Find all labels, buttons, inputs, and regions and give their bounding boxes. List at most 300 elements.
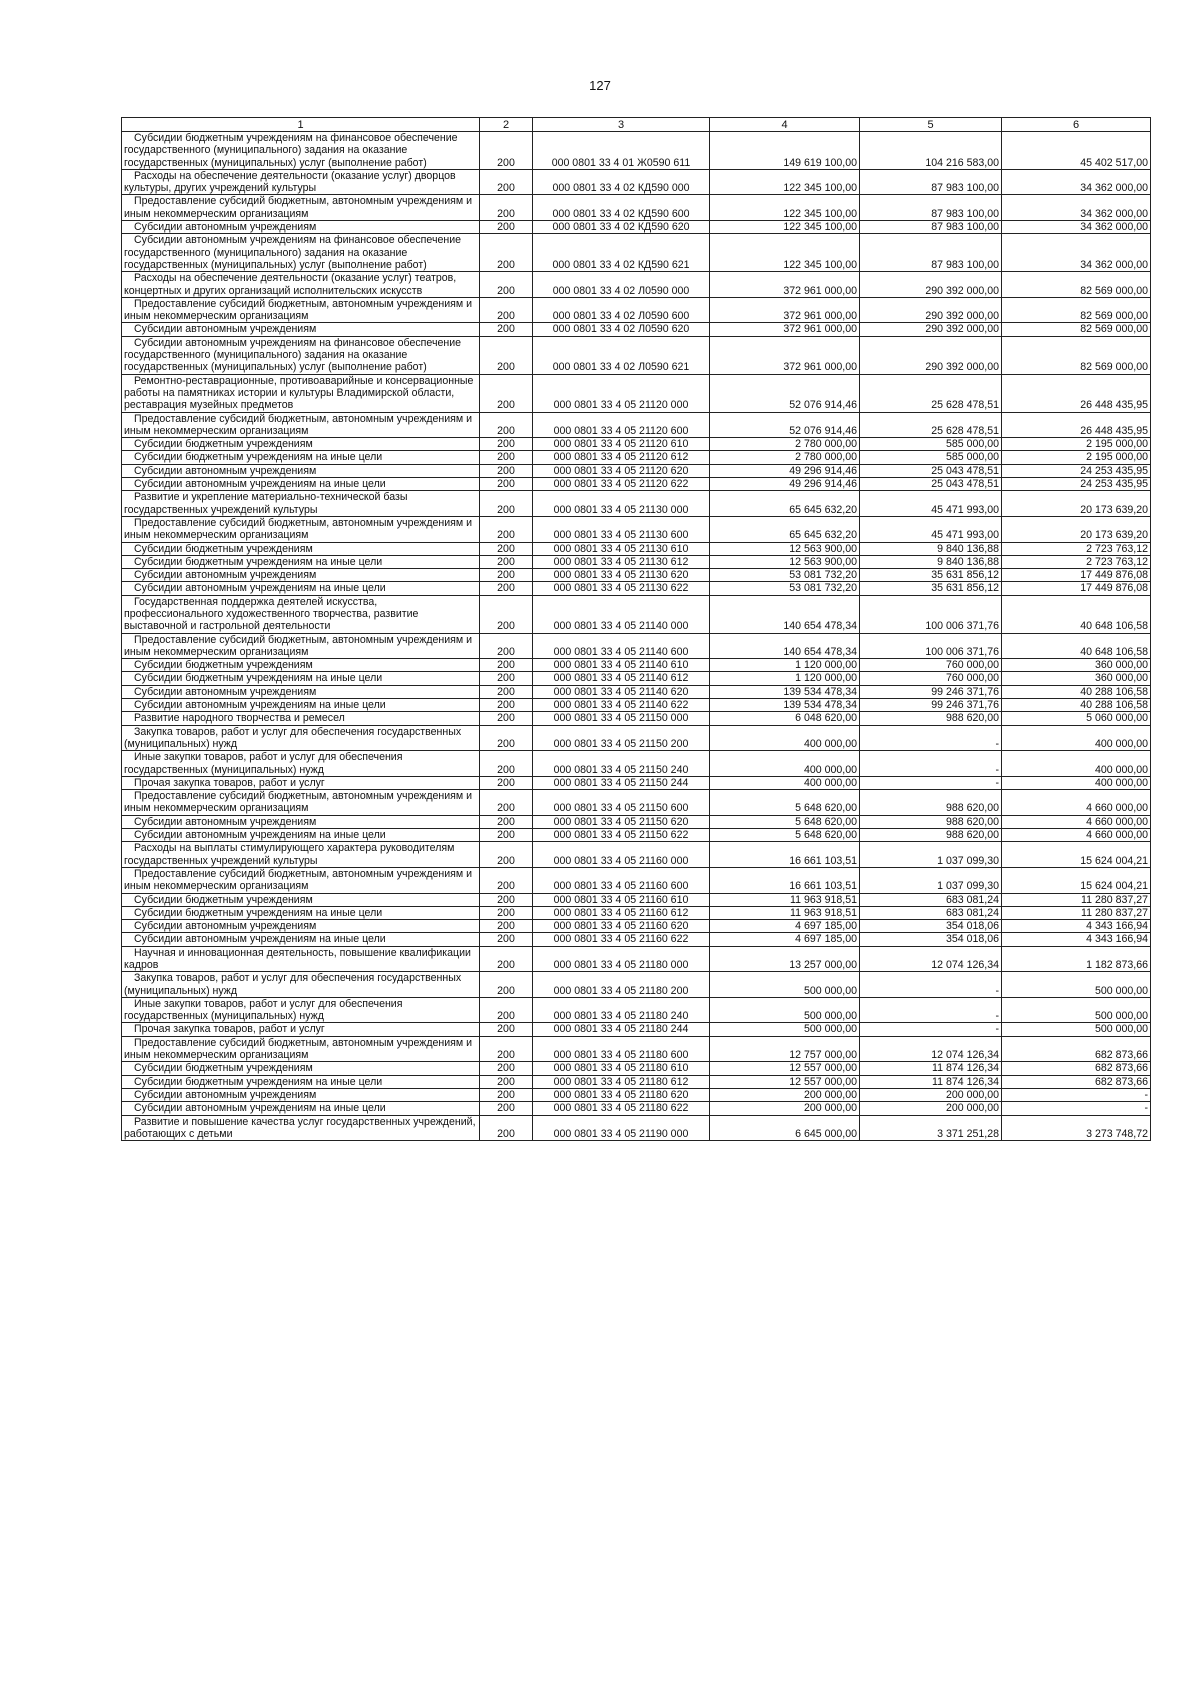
- row-line-code: 200: [480, 1115, 533, 1141]
- row-line-code: 200: [480, 776, 533, 789]
- row-budget-code: 000 0801 33 4 02 Л0590 620: [533, 323, 710, 336]
- row-value-approved: 122 345 100,00: [710, 195, 860, 221]
- row-budget-code: 000 0801 33 4 02 Л0590 000: [533, 272, 710, 298]
- row-name: Субсидии бюджетным учреждениям на иные цели: [122, 672, 480, 685]
- budget-table: [121, 117, 1151, 1141]
- row-line-code: 200: [480, 542, 533, 555]
- row-name: Предоставление субсидий бюджетным, автономным учреждениям и иным некоммерческим организациям: [122, 1036, 480, 1062]
- row-value-remaining: 2 195 000,00: [1002, 438, 1151, 451]
- row-value-remaining: 20 173 639,20: [1002, 491, 1151, 517]
- row-name: Предоставление субсидий бюджетным, автономным учреждениям и иным некоммерческим организациям: [122, 633, 480, 659]
- row-value-approved: 1 120 000,00: [710, 672, 860, 685]
- table-row: [122, 829, 1151, 842]
- row-value-executed: 760 000,00: [860, 659, 1002, 672]
- row-value-remaining: 17 449 876,08: [1002, 569, 1151, 582]
- row-value-executed: 25 043 478,51: [860, 478, 1002, 491]
- row-line-code: 200: [480, 1023, 533, 1036]
- row-budget-code: 000 0801 33 4 02 Л0590 621: [533, 336, 710, 374]
- row-name: Научная и инновационная деятельность, повышение квалификации кадров: [122, 946, 480, 972]
- row-budget-code: 000 0801 33 4 01 Ж0590 611: [533, 132, 710, 170]
- row-value-approved: 372 961 000,00: [710, 323, 860, 336]
- row-line-code: 200: [480, 790, 533, 816]
- row-value-approved: 200 000,00: [710, 1088, 860, 1101]
- row-value-approved: 65 645 632,20: [710, 491, 860, 517]
- row-value-executed: 200 000,00: [860, 1102, 1002, 1115]
- row-line-code: 200: [480, 1036, 533, 1062]
- row-value-remaining: 40 288 106,58: [1002, 699, 1151, 712]
- row-line-code: 200: [480, 1062, 533, 1075]
- row-value-executed: 9 840 136,88: [860, 555, 1002, 568]
- row-value-executed: 99 246 371,76: [860, 685, 1002, 698]
- row-value-executed: 200 000,00: [860, 1088, 1002, 1101]
- table-row: [122, 972, 1151, 998]
- row-name: Субсидии бюджетным учреждениям на финансовое обеспечение государственного (муниципального) задания на оказание государственных (муниципальных) услуг (выполнение работ): [122, 132, 480, 170]
- row-line-code: 200: [480, 132, 533, 170]
- row-value-approved: 53 081 732,20: [710, 582, 860, 595]
- table-row: [122, 712, 1151, 725]
- row-line-code: 200: [480, 972, 533, 998]
- row-value-approved: 139 534 478,34: [710, 699, 860, 712]
- row-name: Прочая закупка товаров, работ и услуг: [122, 776, 480, 789]
- row-value-approved: 122 345 100,00: [710, 234, 860, 272]
- row-name: Закупка товаров, работ и услуг для обеспечения государственных (муниципальных) нужд: [122, 972, 480, 998]
- row-name: Развитие и укрепление материально-технической базы государственных учреждений культуры: [122, 491, 480, 517]
- row-value-executed: -: [860, 725, 1002, 751]
- table-row: [122, 169, 1151, 195]
- table-row: [122, 491, 1151, 517]
- row-value-remaining: 45 402 517,00: [1002, 132, 1151, 170]
- row-value-remaining: -: [1002, 1088, 1151, 1101]
- row-value-remaining: 82 569 000,00: [1002, 336, 1151, 374]
- row-name: Ремонтно-реставрационные, противоаварийные и консервационные работы на памятниках истории и культуры Владимирской области, реставрация музейных предметов: [122, 374, 480, 412]
- row-value-executed: 9 840 136,88: [860, 542, 1002, 555]
- table-row: [122, 221, 1151, 234]
- row-value-remaining: 26 448 435,95: [1002, 374, 1151, 412]
- row-value-approved: 139 534 478,34: [710, 685, 860, 698]
- row-budget-code: 000 0801 33 4 05 21130 620: [533, 569, 710, 582]
- table-row: [122, 451, 1151, 464]
- table-row: [122, 464, 1151, 477]
- table-row: [122, 672, 1151, 685]
- table-row: [122, 132, 1151, 170]
- row-value-executed: 988 620,00: [860, 815, 1002, 828]
- row-budget-code: 000 0801 33 4 05 21140 620: [533, 685, 710, 698]
- row-budget-code: 000 0801 33 4 05 21130 622: [533, 582, 710, 595]
- row-budget-code: 000 0801 33 4 05 21180 610: [533, 1062, 710, 1075]
- row-budget-code: 000 0801 33 4 05 21180 244: [533, 1023, 710, 1036]
- row-value-approved: 200 000,00: [710, 1102, 860, 1115]
- row-budget-code: 000 0801 33 4 05 21150 000: [533, 712, 710, 725]
- table-row: [122, 234, 1151, 272]
- table-row: [122, 685, 1151, 698]
- row-value-approved: 122 345 100,00: [710, 221, 860, 234]
- row-value-approved: 49 296 914,46: [710, 478, 860, 491]
- row-line-code: 200: [480, 751, 533, 777]
- row-budget-code: 000 0801 33 4 05 21120 600: [533, 412, 710, 438]
- row-value-approved: 500 000,00: [710, 997, 860, 1023]
- row-line-code: 200: [480, 1075, 533, 1088]
- table-row: [122, 906, 1151, 919]
- row-budget-code: 000 0801 33 4 05 21150 200: [533, 725, 710, 751]
- row-budget-code: 000 0801 33 4 05 21120 000: [533, 374, 710, 412]
- row-line-code: 200: [480, 893, 533, 906]
- row-line-code: 200: [480, 595, 533, 633]
- row-budget-code: 000 0801 33 4 05 21150 240: [533, 751, 710, 777]
- row-value-remaining: 24 253 435,95: [1002, 464, 1151, 477]
- row-value-approved: 1 120 000,00: [710, 659, 860, 672]
- row-name: Субсидии автономным учреждениям: [122, 920, 480, 933]
- row-name: Расходы на обеспечение деятельности (оказание услуг) дворцов культуры, других учреждений культуры: [122, 169, 480, 195]
- row-value-executed: 290 392 000,00: [860, 323, 1002, 336]
- row-line-code: 200: [480, 920, 533, 933]
- row-value-approved: 2 780 000,00: [710, 438, 860, 451]
- table-row: [122, 569, 1151, 582]
- row-value-executed: 87 983 100,00: [860, 234, 1002, 272]
- row-value-executed: 1 037 099,30: [860, 842, 1002, 868]
- row-name: Субсидии бюджетным учреждениям: [122, 542, 480, 555]
- row-name: Предоставление субсидий бюджетным, автономным учреждениям и иным некоммерческим организациям: [122, 297, 480, 323]
- table-row: [122, 815, 1151, 828]
- row-budget-code: 000 0801 33 4 05 21140 612: [533, 672, 710, 685]
- table-row: [122, 438, 1151, 451]
- row-name: Субсидии автономным учреждениям на финансовое обеспечение государственного (муниципального) задания на оказание государственных (муниципальных) услуг (выполнение работ): [122, 336, 480, 374]
- row-value-remaining: 1 182 873,66: [1002, 946, 1151, 972]
- row-budget-code: 000 0801 33 4 02 КД590 621: [533, 234, 710, 272]
- row-value-remaining: 400 000,00: [1002, 751, 1151, 777]
- row-name: Субсидии бюджетным учреждениям: [122, 1062, 480, 1075]
- row-value-approved: 53 081 732,20: [710, 569, 860, 582]
- row-value-executed: 25 043 478,51: [860, 464, 1002, 477]
- table-row: [122, 374, 1151, 412]
- row-line-code: 200: [480, 685, 533, 698]
- row-value-remaining: 34 362 000,00: [1002, 195, 1151, 221]
- row-value-approved: 5 648 620,00: [710, 815, 860, 828]
- row-name: Предоставление субсидий бюджетным, автономным учреждениям и иным некоммерческим организациям: [122, 867, 480, 893]
- row-name: Субсидии бюджетным учреждениям на иные цели: [122, 1075, 480, 1088]
- row-line-code: 200: [480, 412, 533, 438]
- row-line-code: 200: [480, 516, 533, 542]
- row-value-executed: 11 874 126,34: [860, 1075, 1002, 1088]
- row-line-code: 200: [480, 672, 533, 685]
- page-number: 127: [589, 78, 611, 93]
- row-value-remaining: 15 624 004,21: [1002, 867, 1151, 893]
- row-budget-code: 000 0801 33 4 05 21130 600: [533, 516, 710, 542]
- row-name: Субсидии автономным учреждениям на иные цели: [122, 478, 480, 491]
- row-name: Субсидии бюджетным учреждениям: [122, 438, 480, 451]
- row-value-approved: 500 000,00: [710, 972, 860, 998]
- row-value-approved: 65 645 632,20: [710, 516, 860, 542]
- row-budget-code: 000 0801 33 4 05 21150 620: [533, 815, 710, 828]
- row-name: Субсидии бюджетным учреждениям: [122, 893, 480, 906]
- row-budget-code: 000 0801 33 4 05 21180 622: [533, 1102, 710, 1115]
- row-value-approved: 140 654 478,34: [710, 633, 860, 659]
- row-budget-code: 000 0801 33 4 02 КД590 600: [533, 195, 710, 221]
- row-value-executed: 290 392 000,00: [860, 297, 1002, 323]
- row-line-code: 200: [480, 374, 533, 412]
- row-value-remaining: 682 873,66: [1002, 1075, 1151, 1088]
- row-line-code: 200: [480, 323, 533, 336]
- row-value-executed: 87 983 100,00: [860, 169, 1002, 195]
- row-budget-code: 000 0801 33 4 05 21140 610: [533, 659, 710, 672]
- table-row: [122, 946, 1151, 972]
- row-budget-code: 000 0801 33 4 05 21180 000: [533, 946, 710, 972]
- row-value-remaining: 34 362 000,00: [1002, 234, 1151, 272]
- table-row: [122, 776, 1151, 789]
- row-value-remaining: 15 624 004,21: [1002, 842, 1151, 868]
- row-budget-code: 000 0801 33 4 05 21120 620: [533, 464, 710, 477]
- row-budget-code: 000 0801 33 4 05 21160 612: [533, 906, 710, 919]
- row-value-approved: 52 076 914,46: [710, 412, 860, 438]
- row-line-code: 200: [480, 438, 533, 451]
- table-row: [122, 1102, 1151, 1115]
- row-value-executed: 585 000,00: [860, 438, 1002, 451]
- row-line-code: 200: [480, 297, 533, 323]
- row-name: Субсидии автономным учреждениям: [122, 815, 480, 828]
- row-line-code: 200: [480, 221, 533, 234]
- row-line-code: 200: [480, 725, 533, 751]
- row-value-remaining: 24 253 435,95: [1002, 478, 1151, 491]
- row-value-remaining: 11 280 837,27: [1002, 906, 1151, 919]
- row-value-remaining: 3 273 748,72: [1002, 1115, 1151, 1141]
- row-budget-code: 000 0801 33 4 05 21160 622: [533, 933, 710, 946]
- row-value-remaining: 82 569 000,00: [1002, 297, 1151, 323]
- row-line-code: 200: [480, 906, 533, 919]
- row-value-approved: 4 697 185,00: [710, 920, 860, 933]
- table-row: [122, 272, 1151, 298]
- row-name: Прочая закупка товаров, работ и услуг: [122, 1023, 480, 1036]
- row-line-code: 200: [480, 555, 533, 568]
- row-line-code: 200: [480, 272, 533, 298]
- row-name: Предоставление субсидий бюджетным, автономным учреждениям и иным некоммерческим организациям: [122, 790, 480, 816]
- row-line-code: 200: [480, 582, 533, 595]
- row-name: Субсидии автономным учреждениям на иные цели: [122, 582, 480, 595]
- row-value-approved: 5 648 620,00: [710, 829, 860, 842]
- table-row: [122, 997, 1151, 1023]
- row-name: Субсидии автономным учреждениям: [122, 323, 480, 336]
- row-value-remaining: 11 280 837,27: [1002, 893, 1151, 906]
- row-value-approved: 12 557 000,00: [710, 1062, 860, 1075]
- row-value-executed: 988 620,00: [860, 790, 1002, 816]
- table-row: [122, 1115, 1151, 1141]
- row-value-remaining: 5 060 000,00: [1002, 712, 1151, 725]
- row-value-remaining: 34 362 000,00: [1002, 221, 1151, 234]
- row-budget-code: 000 0801 33 4 05 21150 600: [533, 790, 710, 816]
- row-value-approved: 372 961 000,00: [710, 272, 860, 298]
- row-budget-code: 000 0801 33 4 05 21160 610: [533, 893, 710, 906]
- table-row: [122, 195, 1151, 221]
- row-line-code: 200: [480, 712, 533, 725]
- row-value-approved: 500 000,00: [710, 1023, 860, 1036]
- row-line-code: 200: [480, 451, 533, 464]
- row-value-approved: 12 563 900,00: [710, 542, 860, 555]
- row-budget-code: 000 0801 33 4 05 21130 610: [533, 542, 710, 555]
- row-value-remaining: 82 569 000,00: [1002, 323, 1151, 336]
- row-line-code: 200: [480, 491, 533, 517]
- row-value-approved: 12 557 000,00: [710, 1075, 860, 1088]
- row-value-approved: 49 296 914,46: [710, 464, 860, 477]
- row-value-executed: -: [860, 751, 1002, 777]
- row-value-remaining: 4 343 166,94: [1002, 933, 1151, 946]
- row-value-approved: 12 757 000,00: [710, 1036, 860, 1062]
- table-row: [122, 633, 1151, 659]
- row-value-executed: 585 000,00: [860, 451, 1002, 464]
- row-budget-code: 000 0801 33 4 05 21140 600: [533, 633, 710, 659]
- row-value-executed: -: [860, 1023, 1002, 1036]
- row-name: Субсидии бюджетным учреждениям на иные цели: [122, 906, 480, 919]
- row-value-executed: 1 037 099,30: [860, 867, 1002, 893]
- row-value-approved: 52 076 914,46: [710, 374, 860, 412]
- row-line-code: 200: [480, 842, 533, 868]
- table-row: [122, 725, 1151, 751]
- row-value-remaining: 40 648 106,58: [1002, 633, 1151, 659]
- row-value-approved: 2 780 000,00: [710, 451, 860, 464]
- row-budget-code: 000 0801 33 4 02 КД590 000: [533, 169, 710, 195]
- table-row: [122, 336, 1151, 374]
- table-row: [122, 595, 1151, 633]
- row-budget-code: 000 0801 33 4 05 21160 000: [533, 842, 710, 868]
- row-value-executed: -: [860, 997, 1002, 1023]
- row-value-executed: 45 471 993,00: [860, 516, 1002, 542]
- row-value-executed: 683 081,24: [860, 906, 1002, 919]
- row-value-approved: 11 963 918,51: [710, 893, 860, 906]
- row-line-code: 200: [480, 464, 533, 477]
- row-value-remaining: 400 000,00: [1002, 776, 1151, 789]
- row-value-executed: 104 216 583,00: [860, 132, 1002, 170]
- row-name: Развитие и повышение качества услуг государственных учреждений, работающих с детьми: [122, 1115, 480, 1141]
- row-budget-code: 000 0801 33 4 05 21180 240: [533, 997, 710, 1023]
- row-value-remaining: 40 288 106,58: [1002, 685, 1151, 698]
- row-budget-code: 000 0801 33 4 05 21120 610: [533, 438, 710, 451]
- row-budget-code: 000 0801 33 4 05 21120 612: [533, 451, 710, 464]
- column-header-4: 4: [710, 118, 860, 132]
- row-value-executed: 87 983 100,00: [860, 195, 1002, 221]
- row-value-approved: 400 000,00: [710, 751, 860, 777]
- row-value-remaining: 34 362 000,00: [1002, 169, 1151, 195]
- table-row: [122, 297, 1151, 323]
- row-budget-code: 000 0801 33 4 05 21140 000: [533, 595, 710, 633]
- row-name: Государственная поддержка деятелей искусства, профессионального художественного творчества, развитие выставочной и гастрольной деятельности: [122, 595, 480, 633]
- row-budget-code: 000 0801 33 4 05 21180 620: [533, 1088, 710, 1101]
- row-value-executed: 3 371 251,28: [860, 1115, 1002, 1141]
- table-row: [122, 1062, 1151, 1075]
- row-name: Субсидии бюджетным учреждениям на иные цели: [122, 451, 480, 464]
- row-value-remaining: 500 000,00: [1002, 997, 1151, 1023]
- row-value-remaining: 4 343 166,94: [1002, 920, 1151, 933]
- row-value-approved: 122 345 100,00: [710, 169, 860, 195]
- row-value-executed: 25 628 478,51: [860, 412, 1002, 438]
- row-value-approved: 4 697 185,00: [710, 933, 860, 946]
- row-line-code: 200: [480, 234, 533, 272]
- row-value-remaining: 26 448 435,95: [1002, 412, 1151, 438]
- row-value-approved: 372 961 000,00: [710, 297, 860, 323]
- table-row: [122, 1036, 1151, 1062]
- row-budget-code: 000 0801 33 4 05 21190 000: [533, 1115, 710, 1141]
- row-name: Предоставление субсидий бюджетным, автономным учреждениям и иным некоммерческим организациям: [122, 412, 480, 438]
- table-row: [122, 920, 1151, 933]
- row-name: Предоставление субсидий бюджетным, автономным учреждениям и иным некоммерческим организациям: [122, 195, 480, 221]
- row-value-executed: 988 620,00: [860, 712, 1002, 725]
- row-line-code: 200: [480, 997, 533, 1023]
- row-name: Предоставление субсидий бюджетным, автономным учреждениям и иным некоммерческим организациям: [122, 516, 480, 542]
- row-line-code: 200: [480, 169, 533, 195]
- row-value-remaining: 2 723 763,12: [1002, 542, 1151, 555]
- row-line-code: 200: [480, 699, 533, 712]
- row-budget-code: 000 0801 33 4 05 21160 620: [533, 920, 710, 933]
- row-budget-code: 000 0801 33 4 05 21180 600: [533, 1036, 710, 1062]
- table-row: [122, 582, 1151, 595]
- row-value-executed: 100 006 371,76: [860, 633, 1002, 659]
- row-line-code: 200: [480, 195, 533, 221]
- row-budget-code: 000 0801 33 4 02 КД590 620: [533, 221, 710, 234]
- row-budget-code: 000 0801 33 4 02 Л0590 600: [533, 297, 710, 323]
- row-name: Субсидии бюджетным учреждениям: [122, 659, 480, 672]
- row-name: Субсидии автономным учреждениям на иные цели: [122, 933, 480, 946]
- table-row: [122, 867, 1151, 893]
- row-value-executed: 35 631 856,12: [860, 569, 1002, 582]
- row-value-remaining: 4 660 000,00: [1002, 790, 1151, 816]
- table-row: [122, 751, 1151, 777]
- table-row: [122, 790, 1151, 816]
- table-row: [122, 1088, 1151, 1101]
- row-value-remaining: 500 000,00: [1002, 972, 1151, 998]
- row-value-executed: 988 620,00: [860, 829, 1002, 842]
- row-name: Развитие народного творчества и ремесел: [122, 712, 480, 725]
- row-name: Субсидии автономным учреждениям: [122, 685, 480, 698]
- row-value-approved: 16 661 103,51: [710, 842, 860, 868]
- row-value-remaining: 500 000,00: [1002, 1023, 1151, 1036]
- row-line-code: 200: [480, 659, 533, 672]
- table-header-row: [122, 118, 1151, 132]
- table-row: [122, 542, 1151, 555]
- row-value-remaining: 4 660 000,00: [1002, 815, 1151, 828]
- table-row: [122, 842, 1151, 868]
- row-line-code: 200: [480, 829, 533, 842]
- row-value-executed: 12 074 126,34: [860, 946, 1002, 972]
- row-name: Субсидии автономным учреждениям: [122, 569, 480, 582]
- row-name: Расходы на выплаты стимулирующего характера руководителям государственных учреждений культуры: [122, 842, 480, 868]
- row-value-remaining: -: [1002, 1102, 1151, 1115]
- row-budget-code: 000 0801 33 4 05 21120 622: [533, 478, 710, 491]
- row-value-executed: 354 018,06: [860, 933, 1002, 946]
- row-value-remaining: 2 723 763,12: [1002, 555, 1151, 568]
- row-name: Субсидии автономным учреждениям на иные цели: [122, 699, 480, 712]
- row-value-approved: 140 654 478,34: [710, 595, 860, 633]
- row-value-approved: 6 048 620,00: [710, 712, 860, 725]
- row-line-code: 200: [480, 336, 533, 374]
- row-name: Субсидии автономным учреждениям: [122, 464, 480, 477]
- row-value-remaining: 40 648 106,58: [1002, 595, 1151, 633]
- table-row: [122, 893, 1151, 906]
- row-budget-code: 000 0801 33 4 05 21150 244: [533, 776, 710, 789]
- row-name: Субсидии автономным учреждениям: [122, 221, 480, 234]
- table-body: [122, 132, 1151, 1141]
- table-row: [122, 1075, 1151, 1088]
- row-value-executed: 12 074 126,34: [860, 1036, 1002, 1062]
- row-value-approved: 16 661 103,51: [710, 867, 860, 893]
- row-value-executed: 290 392 000,00: [860, 336, 1002, 374]
- row-name: Субсидии автономным учреждениям на иные цели: [122, 829, 480, 842]
- row-value-executed: 99 246 371,76: [860, 699, 1002, 712]
- row-value-approved: 5 648 620,00: [710, 790, 860, 816]
- table-row: [122, 412, 1151, 438]
- row-value-executed: 683 081,24: [860, 893, 1002, 906]
- row-value-executed: 100 006 371,76: [860, 595, 1002, 633]
- row-value-executed: 11 874 126,34: [860, 1062, 1002, 1075]
- column-header-1: 1: [122, 118, 480, 132]
- row-line-code: 200: [480, 633, 533, 659]
- row-value-approved: 12 563 900,00: [710, 555, 860, 568]
- row-line-code: 200: [480, 569, 533, 582]
